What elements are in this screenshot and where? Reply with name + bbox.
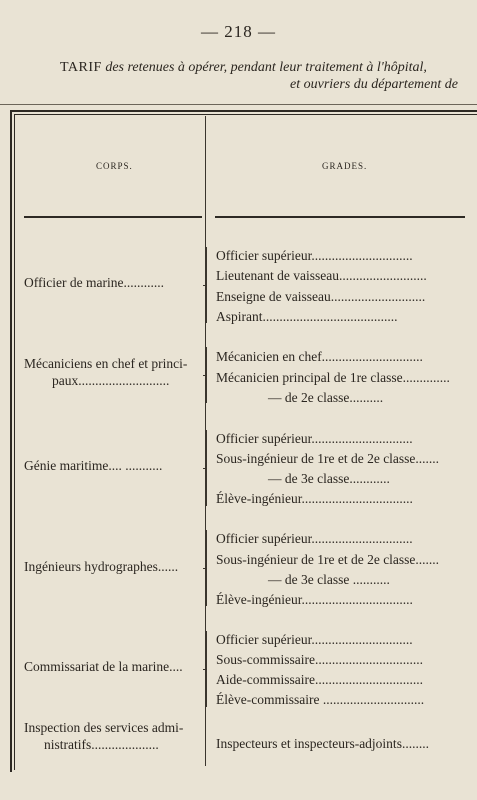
table-inner-top-border <box>14 114 477 115</box>
corps-line: Commissariat de la marine.... <box>24 659 183 674</box>
grade-row: Élève-ingénieur................................. <box>216 491 413 506</box>
grade-row: Élève-commissaire .............................. <box>216 692 425 707</box>
grade-row: Mécanicien en chef.............................. <box>216 349 423 364</box>
table-title-line-1 <box>60 60 477 76</box>
table-inner-left-border <box>14 114 15 770</box>
corps-commissariat-marine <box>24 658 204 675</box>
grade-row: — de 3e classe............ <box>268 471 390 486</box>
grade-row: Officier supérieur.............................. <box>216 531 413 546</box>
grade-row: Sous-ingénieur de 1re et de 2e classe....... <box>216 451 440 466</box>
corps-mecaniciens <box>24 355 204 389</box>
corps-line: Inspection des services admi- <box>24 720 184 735</box>
grade-row: Officier supérieur.............................. <box>216 632 413 647</box>
grade-row: Enseigne de vaisseau............................ <box>216 289 426 304</box>
header-grades: GRADES. <box>322 161 368 171</box>
corps-genie-maritime <box>24 457 204 474</box>
group-brace <box>206 247 213 323</box>
grade-row: Mécanicien principal de 1re classe.............. <box>216 370 450 385</box>
top-rule <box>0 104 477 105</box>
corps-officier-de-marine <box>24 274 204 291</box>
grade-row: Officier supérieur.............................. <box>216 248 413 263</box>
grade-row: Sous-commissaire................................ <box>216 652 423 667</box>
corps-line: paux........................... <box>52 373 170 388</box>
title-line-1-text: des retenues à opérer, pendant leur traitement à l'hôpital, <box>101 60 427 75</box>
header-corps: CORPS. <box>96 161 133 171</box>
corps-line: nistratifs.................... <box>44 737 159 752</box>
corps-line: Officier de marine............ <box>24 275 164 290</box>
group-brace <box>206 347 213 403</box>
grade-row: Aspirant........................................ <box>216 309 398 324</box>
corps-ingenieurs-hydrographes <box>24 558 204 575</box>
header-rule-corps <box>24 216 202 218</box>
corps-line: Génie maritime.... ........... <box>24 458 163 473</box>
table-title-line-2: et ouvriers du département de <box>290 77 458 92</box>
grade-row: Sous-ingénieur de 1re et de 2e classe....... <box>216 552 440 567</box>
grade-row: Élève-ingénieur................................. <box>216 592 413 607</box>
corps-line: Mécaniciens en chef et princi- <box>24 356 188 371</box>
corps-inspection-services <box>24 719 204 753</box>
grade-row: Lieutenant de vaisseau.......................... <box>216 268 427 283</box>
grade-row: Officier supérieur.............................. <box>216 431 413 446</box>
page-number: — 218 — <box>201 22 276 41</box>
grade-row: Inspecteurs et inspecteurs-adjoints........ <box>216 736 429 751</box>
group-brace <box>206 430 213 506</box>
grade-row: Aide-commissaire................................ <box>216 672 423 687</box>
group-brace <box>206 530 213 606</box>
title-lead-word: TARIF <box>60 60 102 75</box>
grade-row: — de 3e classe ........... <box>268 572 390 587</box>
group-brace <box>206 631 213 707</box>
header-rule-grades <box>215 216 465 218</box>
grade-row: — de 2e classe.......... <box>268 390 384 405</box>
corps-line: Ingénieurs hydrographes...... <box>24 559 179 574</box>
